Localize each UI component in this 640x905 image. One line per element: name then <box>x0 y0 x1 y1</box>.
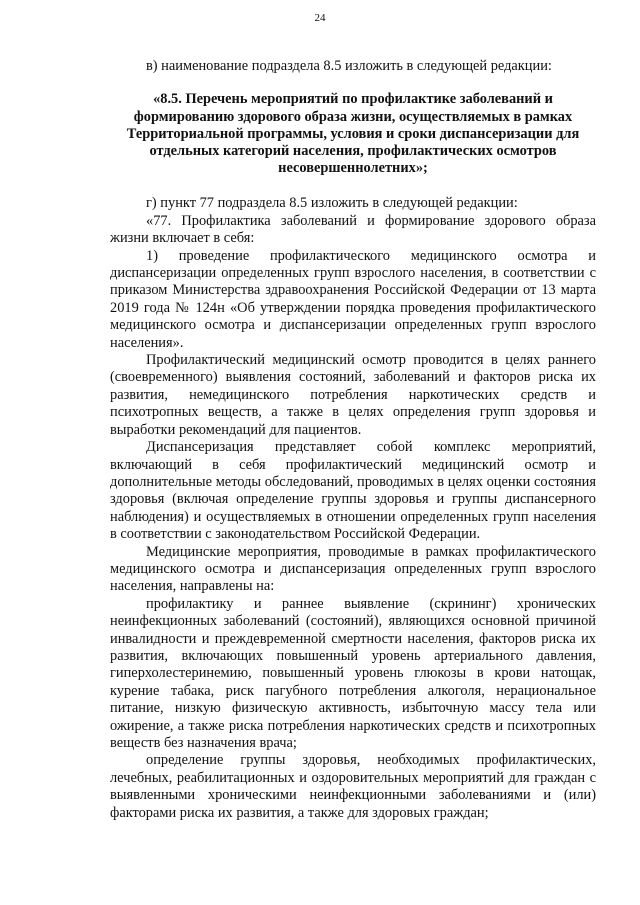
document-body <box>110 58 596 822</box>
paragraph-77: «77. Профилактика заболеваний и формирование здорового образа жизни включает в себя: <box>110 212 596 247</box>
paragraph-profilaktika: профилактику и раннее выявление (скрининг) хронических неинфекционных заболеваний (состояний), являющихся основной причиной инвалидности и преждевременной смертности населения, факторов риска их развития, включающих повышенный уровень артериального давления, гиперхолестеринемию, повышенный уровень глюкозы в крови натощак, курение табака, риск пагубного потребления алкоголя, нерациональное питание, низкую физическую активность, избыточную массу тела или ожирение, а также риска потребления наркотических средств и психотропных веществ без назначения врача; <box>110 595 596 752</box>
paragraph-item-1: 1) проведение профилактического медицинского осмотра и диспансеризации определенных групп взрослого населения, в соответствии с приказом Министерства здравоохранения Российской Федерации от 13 марта 2019 года № 124н «Об утверждении порядка проведения профилактического медицинского осмотра и диспансеризации определенных групп взрослого населения». <box>110 247 596 351</box>
paragraph-opredelenie: определение группы здоровья, необходимых профилактических, лечебных, реабилитационных и оздоровительных мероприятий для граждан с выявленными хроническими неинфекционными заболеваниями и (или) факторами риска их развития, а также для здоровых граждан; <box>110 752 596 821</box>
paragraph-med-meropriyatiya: Медицинские мероприятия, проводимые в рамках профилактического медицинского осмотра и диспансеризация определенных групп взрослого населения, направлены на: <box>110 543 596 595</box>
paragraph-prof-osmotr: Профилактический медицинский осмотр проводится в целях раннего (своевременного) выявления состояний, заболеваний и факторов риска их развития, немедицинского потребления наркотических средств и психотропных веществ, а также в целях определения групп здоровья и выработки рекомендаций для пациентов. <box>110 352 596 438</box>
paragraph-point-g: г) пункт 77 подраздела 8.5 изложить в следующей редакции: <box>146 195 518 212</box>
paragraph-dispanserizacia: Диспансеризация представляет собой комплекс мероприятий, включающий в себя профилактический медицинский осмотр и дополнительные методы обследований, проводимых в целях оценки состояния здоровья (включая определение группы здоровья и группы диспансерного наблюдения) и осуществляемых в отношении определенных групп населения в соответствии с законодательством Российской Федерации. <box>110 439 596 543</box>
paragraph-intro: в) наименование подраздела 8.5 изложить в следующей редакции: <box>146 58 552 74</box>
page-number: 24 <box>314 12 326 24</box>
section-heading: «8.5. Перечень мероприятий по профилактике заболеваний и формированию здорового образа жизни, осуществляемых в рамках Территориальной программы, условия и сроки диспансеризации для отдельных категорий населения, профилактических осмотров несовершеннолетних»; <box>126 91 580 177</box>
